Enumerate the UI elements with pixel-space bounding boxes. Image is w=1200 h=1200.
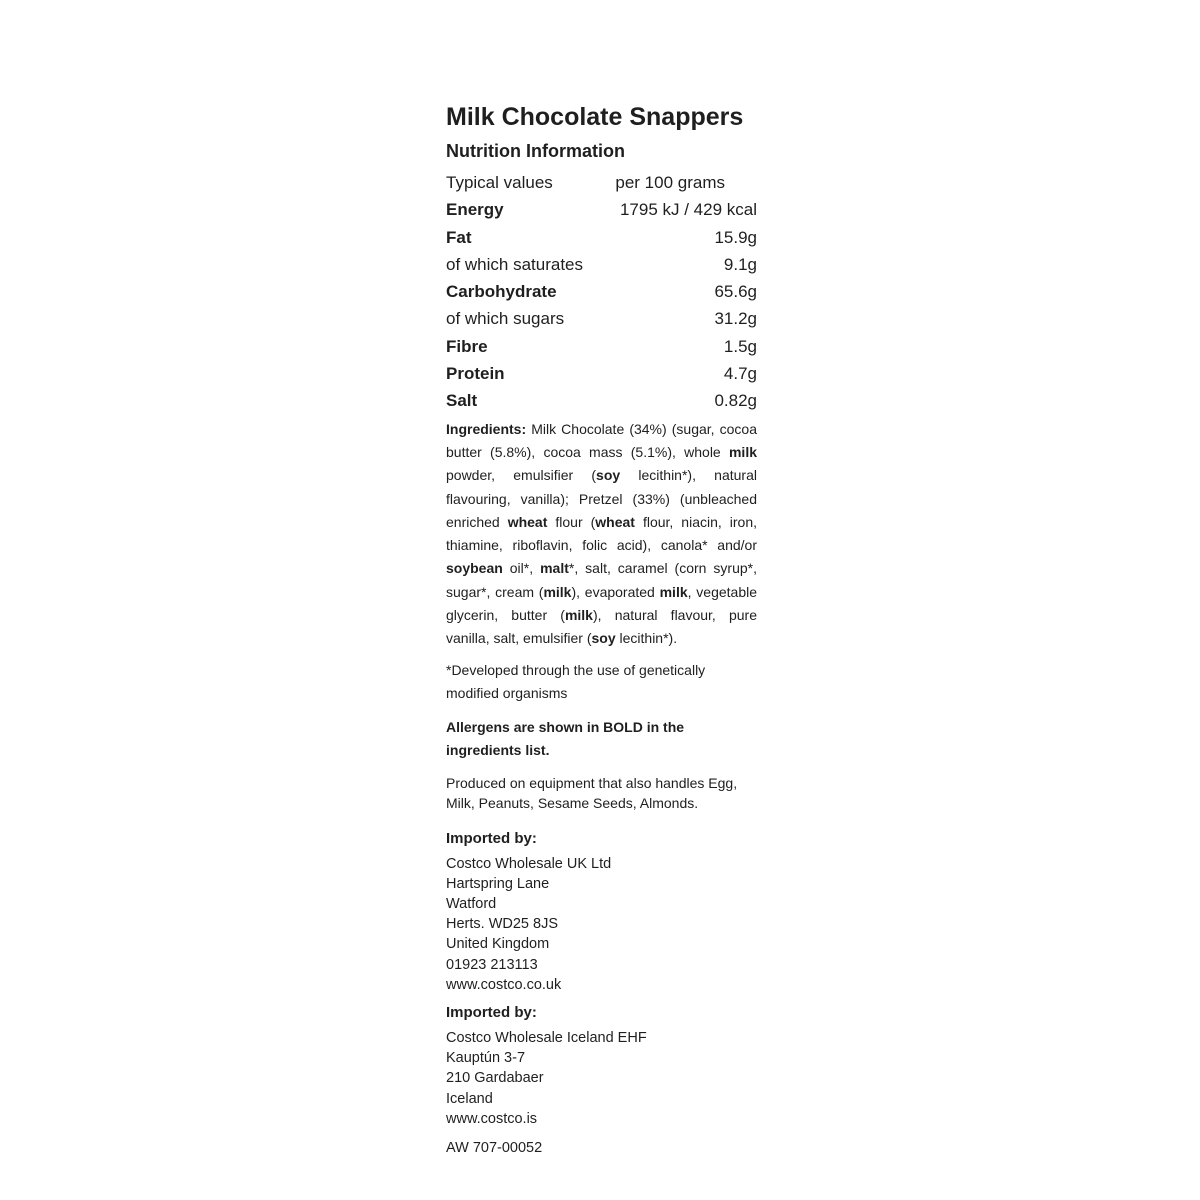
ingredient-text: powder, emulsifier (: [446, 467, 597, 484]
label-column: [446, 104, 757, 1157]
nutrient-label: Protein: [446, 364, 505, 384]
ingredient-text: Milk Chocolate (34%) (sugar, cocoa butter (5.8%), cocoa mass (5.1%), whole: [446, 420, 757, 460]
nutrient-label: of which sugars: [446, 309, 565, 329]
ingredient-allergen-bold: wheat: [595, 513, 635, 530]
nutrition-table-header-row: [446, 169, 757, 196]
nutrient-value: 1795 kJ / 429 kcal: [619, 200, 757, 220]
importer-uk-address: [446, 854, 757, 995]
ingredient-text: ), evaporated: [571, 583, 660, 600]
nutrient-value: 31.2g: [714, 309, 757, 329]
ingredient-allergen-bold: soy: [596, 467, 621, 484]
address-line: Watford: [446, 896, 497, 913]
ingredient-text: flour, niacin, iron, thiamine, riboflavin, folic acid), canola* and/or: [446, 513, 757, 554]
ingredient-allergen-bold: milk: [728, 443, 757, 460]
phone-number: 01923 213113: [446, 956, 538, 973]
nutrition-header-value: per 100 grams: [615, 173, 725, 192]
table-row-energy: [446, 196, 757, 223]
website-url: www.costco.co.uk: [446, 976, 562, 993]
product-code: AW 707-00052: [446, 1140, 543, 1157]
address-line: Hartspring Lane: [446, 875, 550, 892]
ingredient-text: lecithin*), natural flavouring, vanilla); Pretzel (33%) (unbleached enriched: [446, 467, 757, 530]
website-url: www.costco.is: [446, 1110, 538, 1127]
gmo-note: *Developed through the use of genetically modified organisms: [446, 661, 706, 702]
ingredient-text: , vegetable glycerin, butter (: [446, 583, 757, 624]
ingredient-text: *, salt, caramel (corn syrup*, sugar*, cream (: [446, 560, 757, 600]
importer-iceland-address: [446, 1028, 757, 1129]
ingredient-allergen-bold: wheat: [507, 513, 548, 530]
nutrient-label: Fibre: [446, 336, 488, 356]
nutrient-label: Carbohydrate: [446, 282, 557, 302]
table-row-sugars: [446, 305, 757, 332]
ingredient-allergen-bold: soy: [591, 630, 616, 647]
table-row-saturates: [446, 251, 757, 278]
product-title: Milk Chocolate Snappers: [446, 103, 744, 131]
table-row-carbohydrate: [446, 278, 757, 305]
table-row-fat: [446, 224, 757, 251]
ingredients-paragraph: [446, 418, 757, 651]
ingredient-text: ), natural flavour, pure vanilla, salt, emulsifier (: [446, 607, 758, 647]
importer-iceland-block: [446, 1004, 757, 1129]
importer-uk-block: [446, 830, 757, 995]
ingredient-allergen-bold: soybean: [446, 560, 503, 577]
allergen-note: Allergens are shown in BOLD in the ingredients list.: [446, 718, 685, 759]
address-line: Costco Wholesale UK Ltd: [446, 855, 612, 872]
nutrient-value: 4.7g: [723, 364, 757, 384]
nutrient-value: 65.6g: [714, 282, 757, 302]
address-line: Kauptún 3-7: [446, 1050, 526, 1067]
ingredient-allergen-bold: Ingredients:: [446, 420, 527, 437]
nutrient-label: of which saturates: [446, 254, 584, 274]
address-line: United Kingdom: [446, 936, 550, 953]
ingredient-text: lecithin*).: [615, 630, 678, 647]
nutrition-information-heading: Nutrition Information: [446, 141, 625, 161]
address-line: Costco Wholesale Iceland EHF: [446, 1030, 647, 1047]
nutrient-label: Fat: [446, 227, 472, 247]
nutrient-value: 9.1g: [723, 254, 757, 274]
address-line: 210 Gardabaer: [446, 1070, 544, 1087]
nutrient-label: Salt: [446, 391, 478, 411]
table-row-salt: [446, 387, 757, 414]
ingredient-text: oil*,: [502, 560, 541, 577]
produced-on-equipment-note: Produced on equipment that also handles Egg, Milk, Peanuts, Sesame Seeds, Almonds.: [446, 774, 738, 812]
table-row-fibre: [446, 333, 757, 360]
ingredient-allergen-bold: malt: [540, 560, 569, 577]
ingredient-allergen-bold: milk: [543, 583, 572, 600]
address-line: Iceland: [446, 1090, 493, 1107]
nutrition-header-label: Typical values: [446, 173, 553, 192]
importer-uk-heading: Imported by:: [446, 829, 537, 847]
address-line: Herts. WD25 8JS: [446, 916, 558, 933]
nutrient-value: 1.5g: [723, 336, 757, 356]
table-row-protein: [446, 360, 757, 387]
ingredient-allergen-bold: milk: [659, 583, 688, 600]
ingredient-allergen-bold: milk: [564, 607, 593, 624]
nutrient-value: 15.9g: [714, 227, 757, 247]
ingredient-text: flour (: [547, 513, 596, 530]
nutrient-value: 0.82g: [714, 391, 757, 411]
nutrient-label: Energy: [446, 200, 504, 220]
importer-iceland-heading: Imported by:: [446, 1004, 537, 1022]
nutrition-table: [446, 169, 757, 415]
